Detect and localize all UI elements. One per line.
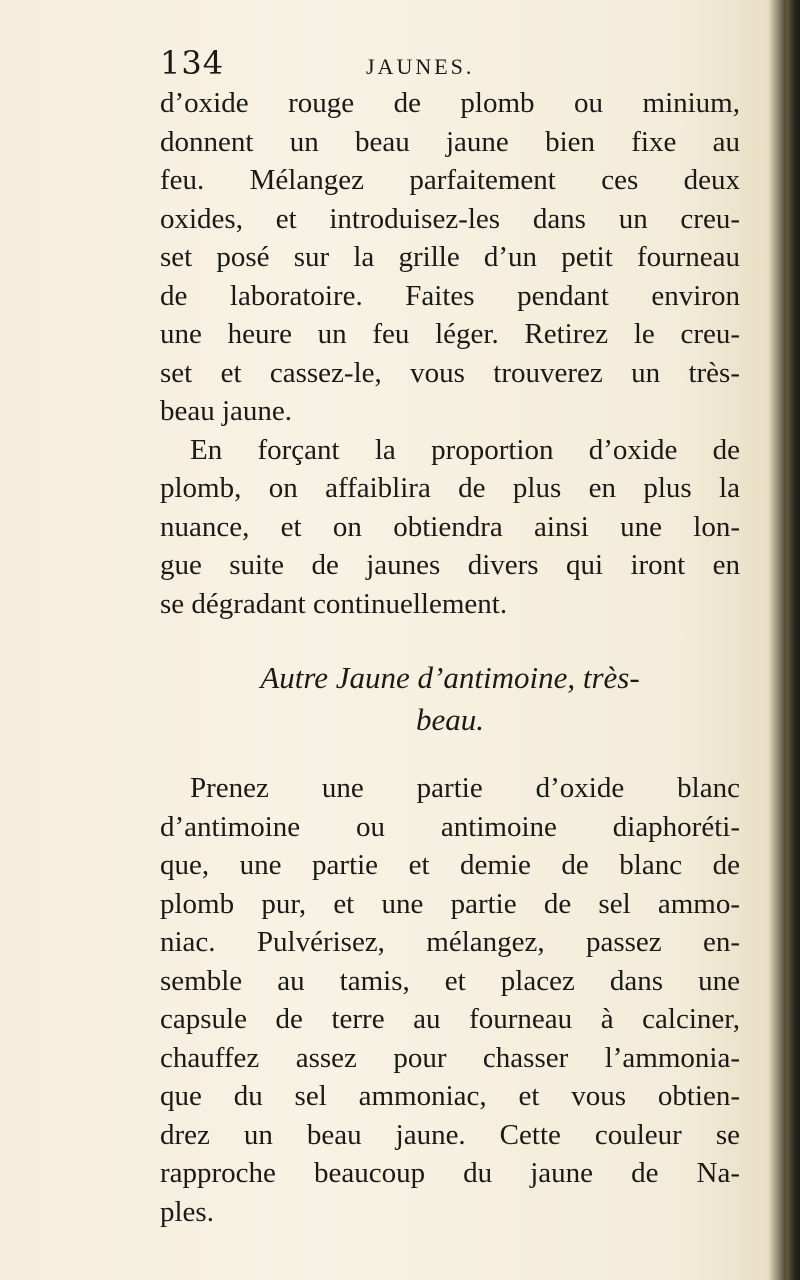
text-line: chauffez assez pour chasser l’ammonia- [160, 1041, 740, 1074]
text-line: semble au tamis, et placez dans une [160, 964, 740, 997]
text-line: plomb, on affaiblira de plus en plus la [160, 472, 740, 504]
paragraph-1 [160, 84, 740, 431]
body-text [160, 84, 740, 1231]
text-line: En forçant la proportion d’oxide de [190, 433, 740, 466]
text-line: d’oxide rouge de plomb ou minium, [160, 87, 740, 119]
text-line: ples. [160, 1195, 214, 1228]
book-spine-edge [786, 0, 800, 1280]
text-line: set posé sur la grille d’un petit fourneau [160, 241, 740, 273]
text-line: gue suite de jaunes divers qui iront en [160, 549, 740, 581]
paragraph-2 [160, 431, 740, 624]
running-head: JAUNES. [366, 54, 475, 79]
text-line: de laboratoire. Faites pendant environ [160, 279, 740, 312]
section-heading [160, 657, 740, 741]
page-number: 134 [160, 44, 225, 82]
text-line: feu. Mélangez parfaitement ces deux [160, 164, 740, 196]
text-line: niac. Pulvérisez, mélangez, passez en- [160, 926, 740, 958]
text-line: donnent un beau jaune bien fixe au [160, 125, 740, 158]
text-line: capsule de terre au fourneau à calciner, [160, 1003, 740, 1035]
text-line: oxides, et introduisez-les dans un creu- [160, 202, 740, 235]
text-line: beau jaune. [160, 395, 293, 427]
paragraph-3 [160, 769, 740, 1231]
text-line: que, une partie et demie de blanc de [160, 849, 740, 881]
text-line: set et cassez-le, vous trouverez un très- [160, 356, 740, 389]
heading-line: beau. [415, 702, 484, 737]
text-line: se dégradant continuellement. [160, 587, 508, 620]
heading-line: Autre Jaune d’antimoine, très- [260, 660, 640, 695]
text-line: que du sel ammoniac, et vous obtien- [160, 1080, 740, 1112]
text-line: nuance, et on obtiendra ainsi une lon- [160, 510, 740, 543]
text-line: Prenez une partie d’oxide blanc [190, 772, 740, 804]
text-line: d’antimoine ou antimoine diaphoréti- [160, 810, 740, 843]
text-line: plomb pur, et une partie de sel ammo- [160, 887, 740, 920]
text-line: rapproche beaucoup du jaune de Na- [160, 1157, 740, 1189]
text-line: une heure un feu léger. Retirez le creu- [160, 318, 740, 350]
text-line: drez un beau jaune. Cette couleur se [160, 1118, 740, 1151]
